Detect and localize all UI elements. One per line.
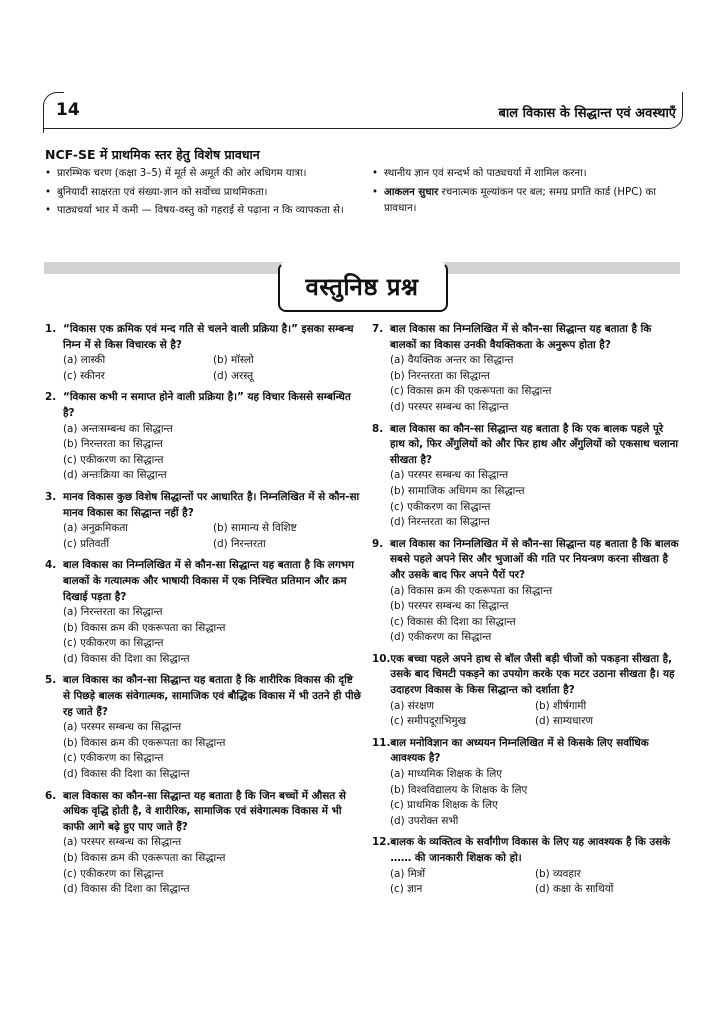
option: (b) शीर्षगामी — [535, 699, 587, 712]
option: (a) निरन्तरता का सिद्धान्त — [63, 606, 163, 619]
option: (c) विकास की दिशा का सिद्धान्त — [390, 615, 516, 628]
question-text — [372, 422, 680, 469]
question-text — [45, 673, 363, 720]
question-text — [45, 558, 363, 605]
option: (a) मित्रों — [390, 867, 426, 880]
option: (a) अन्तःसम्बन्ध का सिद्धान्त — [63, 422, 173, 435]
option: (c) विकास क्रम की एकरूपता का सिद्धान्त — [390, 385, 552, 398]
option: (a) परस्पर सम्बन्ध का सिद्धान्त — [390, 469, 509, 482]
page-number: 14 — [56, 100, 80, 120]
option: (b) सामान्य से विशिष्ट — [213, 522, 297, 535]
option-row — [390, 882, 680, 898]
question — [372, 422, 680, 531]
question-text — [372, 835, 680, 866]
question — [372, 835, 680, 897]
question — [372, 736, 680, 830]
option: (d) अरस्तू — [213, 369, 254, 382]
question-stem: बाल विकास का कौन-सा सिद्धान्त यह बताता है कि एक बालक पहले पूरे हाथ को, फिर अँगुलियों को और फिर हाथ और अँगुलियों को एकसाथ चलाना सीखता है? — [390, 422, 679, 466]
question-options — [45, 835, 363, 897]
option: (c) एकीकरण का सिद्धान्त — [390, 500, 491, 513]
question-stem: बालक के व्यक्तित्व के सर्वांगीण विकास के लिए यह आवश्यक है कि उसके …… की जानकारी शिक्षक को हो। — [390, 836, 671, 864]
question-text — [45, 490, 363, 521]
option-row — [390, 699, 680, 715]
option: (a) अनुक्रमिकता — [63, 522, 128, 535]
question — [45, 673, 363, 782]
option: (c) एकीकरण का सिद्धान्त — [63, 453, 164, 466]
question-stem: बाल विकास का निम्नलिखित में से कौन-सा सिद्धान्त यह बताता है कि बालकों का विकास उनकी वैयक्तिकता के अनुरूप होता है? — [390, 323, 652, 351]
question-options — [372, 867, 680, 898]
question-number: 6. — [45, 789, 57, 802]
question-options — [45, 605, 363, 667]
option: (b) सामाजिक अधिगम का सिद्धान्त — [390, 484, 525, 497]
ncf-bullet-bold: आकलन सुधार — [384, 186, 439, 198]
question-stem: बाल विकास का निम्नलिखित में से कौन-सा सिद्धान्त यह बताता है कि बालक सबसे पहले अपने सिर और भुजाओं की गति पर नियन्त्रण करना सीखता है और उसके बाद फिर अपने पैरों पर? — [390, 537, 679, 581]
question-number: 9. — [372, 537, 384, 550]
option-row — [390, 867, 680, 883]
option: (c) प्राथमिक शिक्षक के लिए — [390, 799, 498, 812]
question-number: 12. — [372, 836, 391, 849]
question-number: 2. — [45, 391, 57, 404]
option: (b) परस्पर सम्बन्ध का सिद्धान्त — [390, 600, 509, 613]
question-text — [372, 322, 680, 353]
question-text — [372, 736, 680, 767]
question — [45, 322, 363, 384]
option: (a) माध्यमिक शिक्षक के लिए — [390, 768, 503, 781]
option: (c) स्कीनर — [63, 369, 105, 382]
option: (d) परस्पर सम्बन्ध का सिद्धान्त — [390, 400, 509, 413]
question-number: 11. — [372, 736, 391, 749]
question-text — [372, 652, 680, 699]
questions-right-column — [372, 322, 680, 904]
option: (d) विकास की दिशा का सिद्धान्त — [63, 652, 190, 665]
option: (b) विश्वविद्यालय के शिक्षक के लिए — [390, 783, 528, 796]
option: (c) प्रतिवर्ती — [63, 537, 110, 550]
option: (a) विकास क्रम की एकरूपता का सिद्धान्त — [390, 584, 553, 597]
question — [45, 789, 363, 898]
option: (d) निरन्तरता का सिद्धान्त — [390, 516, 490, 529]
option: (c) समीपदूराभिमुख — [390, 715, 467, 728]
question-stem: एक बच्चा पहले अपने हाथ से बॉल जैसी बड़ी चीजों को पकड़ना सीखता है, उसके बाद चिमटी पकड़ने का उपयोग करके एक मटर उठाना सीखता है। यह उदाहरण विकास के किस सिद्धान्त को दर्शाता है? — [390, 652, 675, 697]
option-row — [63, 521, 363, 537]
option: (b) निरन्तरता का सिद्धान्त — [63, 438, 163, 451]
question — [372, 322, 680, 416]
option: (a) परस्पर सम्बन्ध का सिद्धान्त — [63, 721, 182, 734]
question-number: 3. — [45, 490, 57, 503]
question-options — [372, 767, 680, 829]
question-number: 10. — [372, 652, 391, 665]
ncf-bullet: • स्थानीय ज्ञान एवं सन्दर्भ को पाठ्यचर्या में शामिल करना। — [372, 166, 678, 183]
question — [45, 490, 363, 552]
question-options — [372, 353, 680, 415]
option: (b) विकास क्रम की एकरूपता का सिद्धान्त — [63, 736, 226, 749]
ncf-left-bullets — [45, 166, 363, 222]
question-stem: बाल विकास का कौन-सा सिद्धान्त यह बताता है कि जिन बच्चों में औसत से अधिक वृद्धि होती है, वे शारीरिक, सामाजिक एवं संवेगात्मक विकास में भी काफी आगे बढ़े हुए पाए जाते हैं? — [63, 789, 346, 833]
option-row — [63, 537, 363, 553]
ncf-bullet: • प्रारम्भिक चरण (कक्षा 3–5) में मूर्त से अमूर्त की ओर अधिगम यात्रा। — [45, 166, 363, 183]
question-options — [372, 468, 680, 530]
option-row — [63, 369, 363, 385]
ncf-right-bullets — [372, 166, 678, 220]
question-options — [45, 720, 363, 782]
running-title: बाल विकास के सिद्धान्त एवं अवस्थाएँ — [498, 106, 676, 121]
question — [372, 537, 680, 646]
option: (a) संरक्षण — [390, 699, 435, 712]
question-options — [372, 584, 680, 646]
option: (b) विकास क्रम की एकरूपता का सिद्धान्त — [63, 852, 226, 864]
option-row — [63, 353, 363, 369]
option: (b) विकास क्रम की एकरूपता का सिद्धान्त — [63, 621, 226, 634]
ncf-bullet — [372, 185, 678, 218]
option: (c) ज्ञान — [390, 883, 423, 896]
option: (d) अन्तःक्रिया का सिद्धान्त — [63, 469, 167, 482]
question-stem: बाल विकास का कौन-सा सिद्धान्त यह बताता है कि शारीरिक विकास की दृष्टि से पिछड़े बालक संवेगात्मक, सामाजिक एवं बौद्धिक विकास में भी उतने ही पीछे रह जाते हैं? — [63, 674, 361, 718]
ncf-bullet-rest: रचनात्मक मूल्यांकन पर बल; समग्र प्रगति कार्ड (HPC) का प्रावधान। — [384, 186, 656, 214]
option: (a) वैयक्तिक अन्तर का सिद्धान्त — [390, 354, 514, 367]
question-options — [45, 521, 363, 552]
question-stem: बाल मनोविज्ञान का अध्ययन निम्नलिखित में से किसके लिए सर्वाधिक आवश्यक है? — [390, 736, 649, 765]
option: (d) साम्यधारण — [535, 715, 593, 728]
question-options — [45, 422, 363, 484]
question-number: 8. — [372, 422, 384, 435]
question — [45, 558, 363, 667]
option: (d) विकास की दिशा का सिद्धान्त — [63, 883, 190, 896]
question-stem: “विकास कभी न समाप्त होने वाली प्रक्रिया है।” यह विचार किससे सम्बन्धित है? — [63, 391, 351, 419]
ncf-bullet: • पाठ्यचर्या भार में कमी — विषय-वस्तु को गहराई से पढ़ाना न कि व्यापकता से। — [45, 203, 363, 220]
section-title: वस्तुनिष्ठ प्रश्न — [305, 273, 419, 301]
question-text — [372, 537, 680, 584]
ncf-bullet: • बुनियादी साक्षरता एवं संख्या-ज्ञान को सर्वोच्च प्राथमिकता। — [45, 185, 363, 202]
option: (c) एकीकरण का सिद्धान्त — [63, 867, 164, 880]
option: (d) उपरोक्त सभी — [390, 814, 459, 827]
question-number: 1. — [45, 323, 57, 335]
option: (c) एकीकरण का सिद्धान्त — [63, 637, 164, 650]
ncf-heading: NCF-SE में प्राथमिक स्तर हेतु विशेष प्रावधान — [45, 147, 260, 162]
question-text — [45, 789, 363, 836]
option: (b) मॉस्लो — [213, 354, 254, 367]
option: (a) लास्की — [63, 354, 106, 367]
option-row — [390, 714, 680, 730]
question-options — [45, 353, 363, 384]
option: (d) विकास की दिशा का सिद्धान्त — [63, 768, 190, 781]
question-number: 4. — [45, 559, 57, 572]
option: (c) एकीकरण का सिद्धान्त — [63, 752, 164, 765]
question-number: 5. — [45, 674, 57, 687]
option: (b) व्यवहार — [535, 867, 581, 880]
question-text — [45, 390, 363, 421]
option: (a) परस्पर सम्बन्ध का सिद्धान्त — [63, 836, 182, 849]
option: (d) एकीकरण का सिद्धान्त — [390, 631, 492, 644]
question-number: 7. — [372, 323, 384, 335]
question-stem: बाल विकास का निम्नलिखित में से कौन-सा सिद्धान्त यह बताता है कि लगभग बालकों के गत्यात्मक और भाषायी विकास में एक निश्चित प्रतिमान और क्रम दिखाई पड़ता है? — [63, 559, 354, 603]
question — [372, 652, 680, 730]
question — [45, 390, 363, 484]
option: (d) कक्षा के साथियों — [535, 883, 614, 896]
option: (b) निरन्तरता का सिद्धान्त — [390, 369, 490, 382]
question-text — [45, 322, 363, 353]
questions-left-column — [45, 322, 363, 904]
question-stem: मानव विकास कुछ विशेष सिद्धान्तों पर आधारित है। निम्नलिखित में से कौन-सा मानव विकास का सिद्धान्त नहीं है? — [63, 490, 360, 519]
question-stem: “विकास एक क्रमिक एवं मन्द गति से चलने वाली प्रक्रिया है।” इसका सम्बन्ध निम्न में से किस विचारक से है? — [63, 323, 354, 351]
option: (d) निरन्तरता — [213, 537, 266, 550]
question-options — [372, 699, 680, 730]
